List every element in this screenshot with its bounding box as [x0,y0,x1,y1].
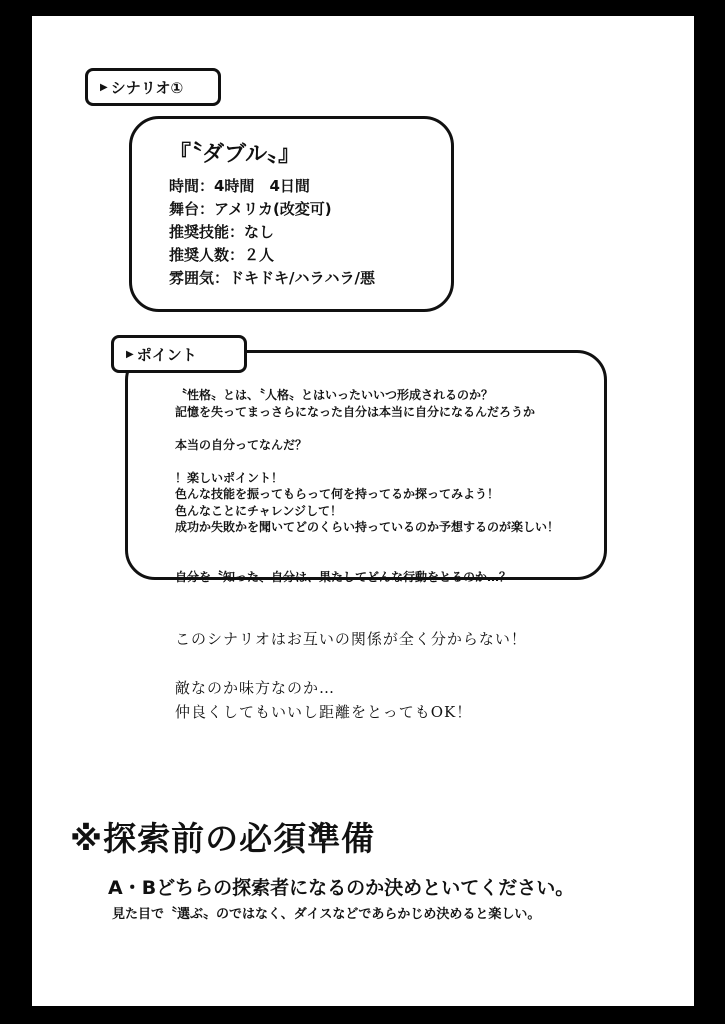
scenario-time: 時間：4時間 4日間 [169,177,310,195]
scenario-players: 推奨人数：２人 [169,246,275,264]
point-line: 色んなことにチャレンジして！ [175,503,343,518]
point-line [175,420,559,437]
scenario-tab [85,68,221,106]
triangle-icon: ▶ [126,348,134,360]
point-line: 成功か失敗かを聞いてどのくらい持っているのか予想するのが楽しい！ [175,520,560,534]
points-tab-label: ポイント [136,345,197,364]
scenario-mood: 雰囲気：ドキドキ/ハラハラ/悪 [169,269,375,287]
points-tab [111,335,247,373]
point-line [175,536,559,553]
scenario-tab-label: シナリオ① [110,78,184,97]
prep-heading: ※探索前の必須準備 [70,819,376,858]
prep-tip: 見た目で〝選ぶ〟のではなく、ダイスなどであらかじめ決めると楽しい。 [112,907,541,922]
page [32,16,694,1006]
point-line: 自分を〝知った〟自分は、果たしてどんな行動をとるのか…？ [175,569,512,584]
scenario-skills: 推奨技能：なし [169,223,275,241]
note-relationship: このシナリオはお互いの関係が全く分からない！ [175,630,527,648]
point-line: ！楽しいポイント！ [175,470,284,485]
point-line: 色んな技能を振ってもらって何を持ってるか探ってみよう！ [175,487,500,501]
point-line: 記憶を失ってまっさらになった自分は本当に自分になるんだろうか [175,404,536,419]
point-line: 〝性格〟とは、〝人格〟とはいったいいつ形成されるのか？ [175,388,494,402]
triangle-icon: ▶ [100,81,108,93]
point-line [175,453,559,470]
prep-instruction: A・Bどちらの探索者になるのか決めといてください。 [108,877,575,899]
scenario-stage: 舞台：アメリカ(改変可) [169,200,332,218]
scenario-box [129,116,454,312]
scenario-title: 『〝ダブル〟』 [169,142,301,167]
note-distance: 仲良くしてもいいし距離をとってもOK！ [175,703,473,721]
points-box [125,350,607,584]
point-line [175,552,559,569]
note-enemy-or-ally: 敵なのか味方なのか… [175,679,336,697]
point-line: 本当の自分ってなんだ？ [175,437,308,452]
